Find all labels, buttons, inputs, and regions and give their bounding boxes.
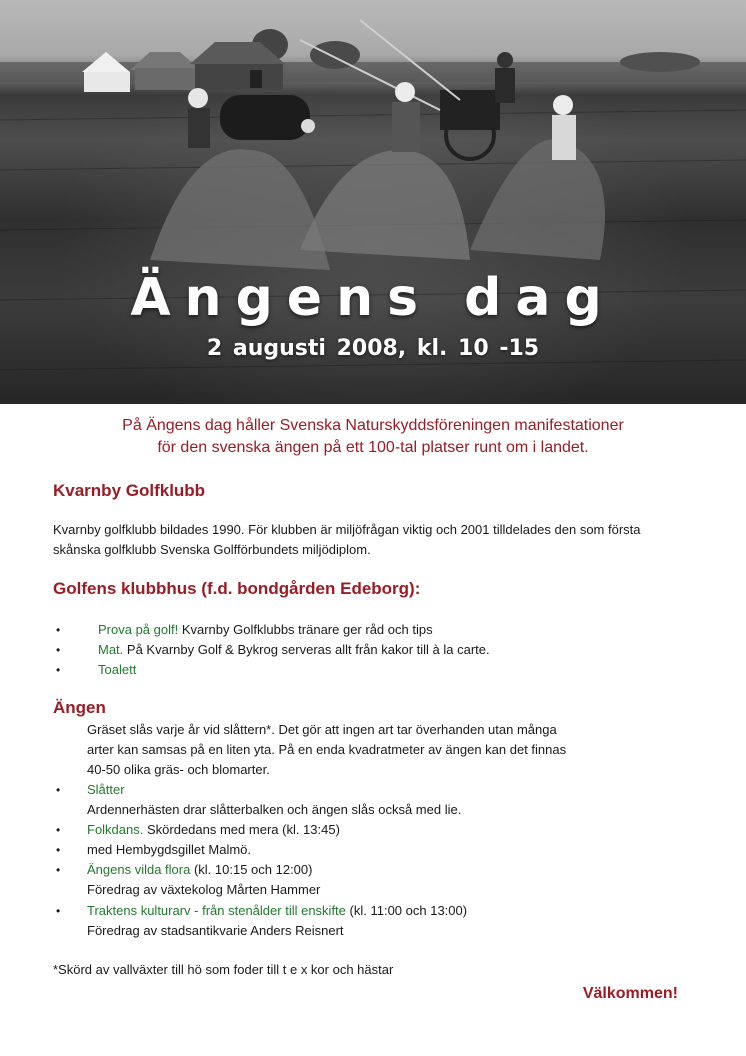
- list-item-sub: med Hembygdsgillet Malmö.: [87, 842, 252, 857]
- list-item: [87, 780, 461, 820]
- intro-line: för den svenska ängen på ett 100-tal platser runt om i landet.: [157, 439, 589, 456]
- section-heading-klubbhus: Golfens klubbhus (f.d. bondgården Edeborg):: [53, 579, 421, 598]
- list-item: [87, 860, 320, 900]
- paragraph-angen: [87, 720, 566, 780]
- bullet: •: [56, 823, 61, 837]
- list-item-text: (kl. 10:15 och 12:00): [190, 862, 313, 877]
- paragraph-line: skånska golfklubb Svenska Golfförbundets miljödiplom.: [53, 542, 371, 557]
- section-heading-angen: Ängen: [53, 698, 106, 717]
- bullet: •: [56, 863, 61, 877]
- list-item: [87, 820, 340, 840]
- list-item-sub: Ardennerhästen drar slåtterbalken och ängen slås också med lie.: [87, 802, 462, 817]
- list-item-highlight: Folkdans.: [87, 822, 144, 837]
- intro-text: [0, 415, 746, 459]
- bullet: •: [56, 643, 61, 657]
- list-item-text: Kvarnby Golfklubbs tränare ger råd och tips: [178, 622, 433, 637]
- list-item-sub: Föredrag av stadsantikvarie Anders Reisnert: [87, 923, 344, 938]
- paragraph-kvarnby: [53, 520, 713, 560]
- welcome-text: Välkommen!: [582, 985, 678, 1002]
- list-item-highlight: Prova på golf!: [98, 622, 179, 637]
- list-item-highlight: Toalett: [98, 662, 137, 677]
- intro-line: På Ängens dag håller Svenska Naturskyddsföreningen manifestationer: [122, 417, 624, 434]
- bullet: •: [56, 904, 61, 918]
- list-item-highlight: Traktens kulturarv - från stenålder till enskifte: [87, 903, 346, 918]
- list-item-text: På Kvarnby Golf & Bykrog serveras allt från kakor till à la carte.: [123, 642, 490, 657]
- footnote: *Skörd av vallväxter till hö som foder till t e x kor och hästar: [53, 962, 394, 977]
- paragraph-line: Gräset slås varje år vid slåttern*. Det gör att ingen art tar överhanden utan många: [87, 722, 557, 737]
- paragraph-line: 40-50 olika gräs- och blomarter.: [87, 762, 270, 777]
- list-item: [87, 901, 467, 941]
- list-item: [98, 640, 490, 660]
- list-item-text: (kl. 11:00 och 13:00): [345, 903, 468, 918]
- paragraph-line: Kvarnby golfklubb bildades 1990. För klubben är miljöfrågan viktig och 2001 tilldelades den som första: [53, 522, 641, 537]
- paragraph-line: arter kan samsas på en liten yta. På en enda kvadratmeter av ängen kan det finnas: [87, 742, 567, 757]
- list-item-highlight: Mat.: [98, 642, 124, 657]
- page-title: Ängens dag: [130, 268, 616, 328]
- bullet: •: [56, 663, 61, 677]
- bullet: •: [56, 843, 61, 857]
- event-date: 2 augusti 2008, kl. 10 -15: [206, 336, 540, 361]
- list-item-highlight: Slåtter: [87, 782, 125, 797]
- list-item: [98, 620, 433, 640]
- list-item-highlight: Ängens vilda flora: [87, 862, 191, 877]
- bullet: •: [56, 783, 61, 797]
- hero-photo: [0, 0, 746, 404]
- list-item-text: Skördedans med mera (kl. 13:45): [143, 822, 340, 837]
- list-item: [98, 660, 136, 680]
- list-item-sub: Föredrag av växtekolog Mårten Hammer: [87, 882, 321, 897]
- section-heading-kvarnby: Kvarnby Golfklubb: [53, 481, 206, 500]
- bullet: •: [56, 623, 61, 637]
